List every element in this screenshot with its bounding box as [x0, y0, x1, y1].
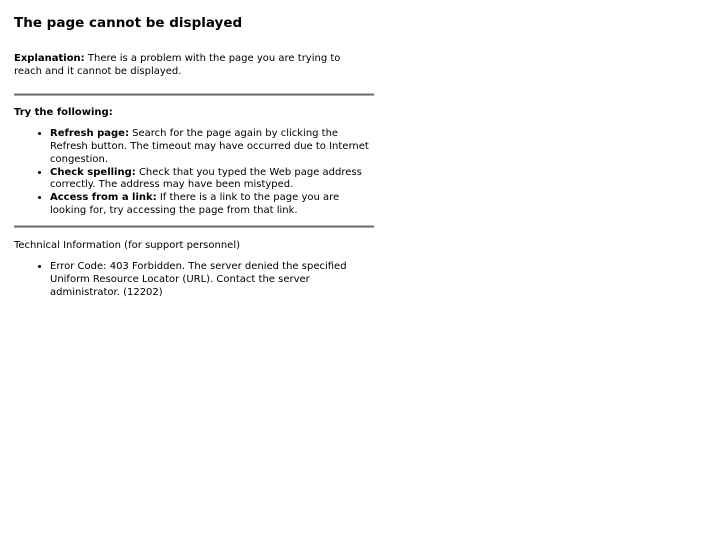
technical-information-heading: Technical Information (for support personnel) [14, 240, 241, 252]
list-item [50, 192, 374, 217]
access-link-text: If there is a link to the page you are looking for, try accessing the page from that link. [50, 191, 340, 216]
page-title: The page cannot be displayed [14, 15, 243, 31]
check-spelling-label: Check spelling: [50, 166, 136, 178]
technical-list [14, 261, 374, 299]
list-item [50, 167, 374, 192]
error-content [14, 0, 374, 299]
try-following-heading: Try the following: [14, 107, 113, 119]
explanation-text: There is a problem with the page you are trying to reach and it cannot be displayed. [14, 53, 341, 77]
explanation-label: Explanation: [14, 53, 85, 64]
check-spelling-text: Check that you typed the Web page address correctly. The address may have been mistyped. [50, 166, 362, 191]
horizontal-rule-bottom [14, 225, 374, 228]
suggestion-list [14, 128, 374, 217]
error-code-text: Error Code: 403 Forbidden. The server denied the specified Uniform Resource Locator (URL). Contact the server administrator. (12202) [50, 261, 347, 298]
refresh-page-text: Search for the page again by clicking the Refresh button. The timeout may have occurred due to Internet congestion. [50, 128, 369, 165]
list-item [50, 261, 374, 299]
refresh-page-label: Refresh page: [50, 128, 129, 140]
explanation-paragraph [14, 53, 366, 78]
horizontal-rule-top [14, 93, 374, 96]
list-item [50, 128, 374, 166]
access-link-label: Access from a link: [50, 191, 157, 203]
